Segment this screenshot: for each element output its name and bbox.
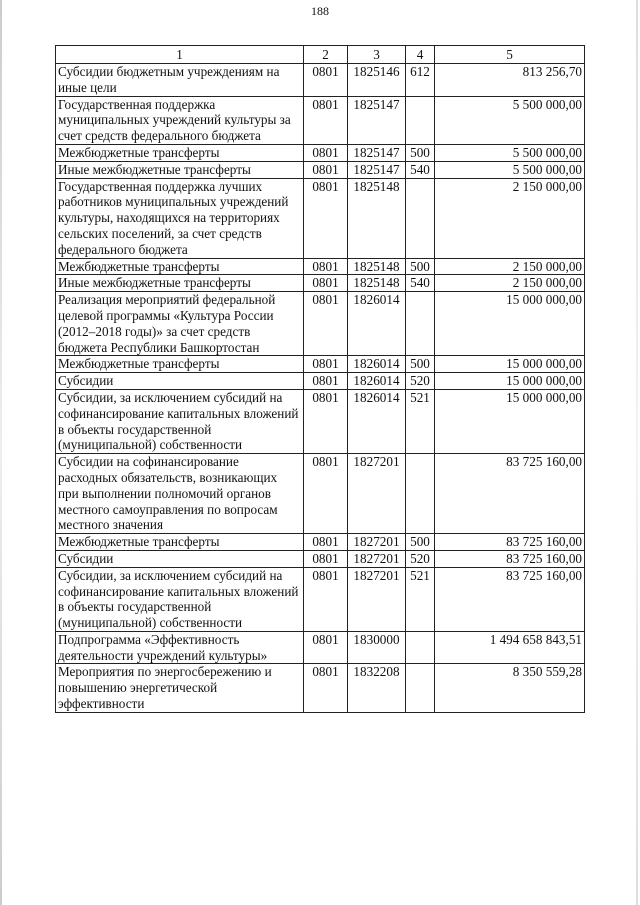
cell-section: 0801 bbox=[304, 664, 348, 712]
table-row bbox=[56, 373, 585, 390]
cell-section: 0801 bbox=[304, 96, 348, 144]
cell-name: Государственная поддержка лучших работников муниципальных учреждений культуры, находящихся на территориях сельских поселений, за счет средств федерального бюджета bbox=[56, 178, 304, 258]
cell-type: 540 bbox=[406, 275, 435, 292]
cell-type: 612 bbox=[406, 64, 435, 97]
cell-section: 0801 bbox=[304, 292, 348, 356]
table-row bbox=[56, 567, 585, 631]
table-row bbox=[56, 550, 585, 567]
cell-sum: 5 500 000,00 bbox=[435, 144, 585, 161]
cell-sum: 8 350 559,28 bbox=[435, 664, 585, 712]
cell-code: 1826014 bbox=[348, 389, 406, 453]
cell-name: Иные межбюджетные трансферты bbox=[56, 161, 304, 178]
cell-section: 0801 bbox=[304, 550, 348, 567]
cell-code: 1827201 bbox=[348, 454, 406, 534]
cell-code: 1830000 bbox=[348, 631, 406, 664]
cell-section: 0801 bbox=[304, 356, 348, 373]
cell-section: 0801 bbox=[304, 258, 348, 275]
cell-code: 1832208 bbox=[348, 664, 406, 712]
cell-section: 0801 bbox=[304, 631, 348, 664]
header-row bbox=[56, 46, 585, 64]
cell-type bbox=[406, 96, 435, 144]
table-row bbox=[56, 144, 585, 161]
table-row bbox=[56, 64, 585, 97]
table-row bbox=[56, 631, 585, 664]
cell-name: Субсидии bbox=[56, 373, 304, 390]
cell-type: 500 bbox=[406, 144, 435, 161]
cell-name: Субсидии bbox=[56, 550, 304, 567]
cell-code: 1825147 bbox=[348, 161, 406, 178]
column-header-type: 4 bbox=[406, 46, 435, 64]
budget-table bbox=[55, 45, 585, 713]
cell-sum: 15 000 000,00 bbox=[435, 373, 585, 390]
table-row bbox=[56, 389, 585, 453]
scan-right-edge bbox=[636, 0, 638, 905]
cell-type: 500 bbox=[406, 356, 435, 373]
table-row bbox=[56, 258, 585, 275]
cell-sum: 15 000 000,00 bbox=[435, 389, 585, 453]
scan-left-edge bbox=[0, 0, 2, 905]
cell-sum: 83 725 160,00 bbox=[435, 534, 585, 551]
cell-name: Межбюджетные трансферты bbox=[56, 144, 304, 161]
cell-type: 500 bbox=[406, 258, 435, 275]
cell-sum: 83 725 160,00 bbox=[435, 550, 585, 567]
table-row bbox=[56, 534, 585, 551]
cell-name: Субсидии, за исключением субсидий на софинансирование капитальных вложений в объекты государственной (муниципальной) собственности bbox=[56, 567, 304, 631]
table-row bbox=[56, 454, 585, 534]
cell-name: Субсидии, за исключением субсидий на софинансирование капитальных вложений в объекты государственной (муниципальной) собственности bbox=[56, 389, 304, 453]
cell-sum: 2 150 000,00 bbox=[435, 258, 585, 275]
cell-sum: 83 725 160,00 bbox=[435, 567, 585, 631]
cell-section: 0801 bbox=[304, 373, 348, 390]
cell-section: 0801 bbox=[304, 567, 348, 631]
column-header-sum: 5 bbox=[435, 46, 585, 64]
cell-type bbox=[406, 454, 435, 534]
cell-name: Межбюджетные трансферты bbox=[56, 258, 304, 275]
cell-code: 1825147 bbox=[348, 96, 406, 144]
cell-sum: 2 150 000,00 bbox=[435, 178, 585, 258]
cell-type: 521 bbox=[406, 389, 435, 453]
cell-name: Субсидии бюджетным учреждениям на иные цели bbox=[56, 64, 304, 97]
cell-sum: 15 000 000,00 bbox=[435, 356, 585, 373]
cell-sum: 813 256,70 bbox=[435, 64, 585, 97]
page-number: 188 bbox=[311, 4, 329, 18]
cell-name: Государственная поддержка муниципальных учреждений культуры за счет средств федерального бюджета bbox=[56, 96, 304, 144]
cell-name: Иные межбюджетные трансферты bbox=[56, 275, 304, 292]
cell-type bbox=[406, 178, 435, 258]
column-header-section: 2 bbox=[304, 46, 348, 64]
cell-sum: 5 500 000,00 bbox=[435, 161, 585, 178]
cell-code: 1825148 bbox=[348, 258, 406, 275]
cell-section: 0801 bbox=[304, 389, 348, 453]
cell-type: 540 bbox=[406, 161, 435, 178]
table-row bbox=[56, 292, 585, 356]
cell-sum: 2 150 000,00 bbox=[435, 275, 585, 292]
column-header-name: 1 bbox=[56, 46, 304, 64]
table-row bbox=[56, 664, 585, 712]
cell-code: 1826014 bbox=[348, 356, 406, 373]
cell-type bbox=[406, 292, 435, 356]
cell-section: 0801 bbox=[304, 454, 348, 534]
cell-code: 1826014 bbox=[348, 292, 406, 356]
cell-type: 520 bbox=[406, 550, 435, 567]
cell-section: 0801 bbox=[304, 534, 348, 551]
cell-sum: 83 725 160,00 bbox=[435, 454, 585, 534]
cell-type: 500 bbox=[406, 534, 435, 551]
cell-type: 521 bbox=[406, 567, 435, 631]
column-header-code: 3 bbox=[348, 46, 406, 64]
cell-section: 0801 bbox=[304, 144, 348, 161]
cell-code: 1827201 bbox=[348, 550, 406, 567]
cell-type bbox=[406, 631, 435, 664]
table-row bbox=[56, 178, 585, 258]
cell-sum: 5 500 000,00 bbox=[435, 96, 585, 144]
cell-code: 1826014 bbox=[348, 373, 406, 390]
cell-code: 1825147 bbox=[348, 144, 406, 161]
cell-name: Мероприятия по энергосбережению и повышению энергетической эффективности bbox=[56, 664, 304, 712]
cell-code: 1825148 bbox=[348, 275, 406, 292]
cell-code: 1827201 bbox=[348, 567, 406, 631]
cell-name: Межбюджетные трансферты bbox=[56, 356, 304, 373]
table-row bbox=[56, 275, 585, 292]
cell-name: Подпрограмма «Эффективность деятельности учреждений культуры» bbox=[56, 631, 304, 664]
cell-type bbox=[406, 664, 435, 712]
cell-section: 0801 bbox=[304, 161, 348, 178]
cell-code: 1827201 bbox=[348, 534, 406, 551]
cell-code: 1825148 bbox=[348, 178, 406, 258]
cell-name: Реализация мероприятий федеральной целевой программы «Культура России (2012–2018 годы)» за счет средств бюджета Республики Башкортостан bbox=[56, 292, 304, 356]
table-row bbox=[56, 96, 585, 144]
table-row bbox=[56, 161, 585, 178]
cell-sum: 15 000 000,00 bbox=[435, 292, 585, 356]
cell-code: 1825146 bbox=[348, 64, 406, 97]
cell-sum: 1 494 658 843,51 bbox=[435, 631, 585, 664]
cell-section: 0801 bbox=[304, 275, 348, 292]
table-row bbox=[56, 356, 585, 373]
cell-name: Субсидии на софинансирование расходных обязательств, возникающих при выполнении полномочий органов местного самоуправления по вопросам местного значения bbox=[56, 454, 304, 534]
cell-section: 0801 bbox=[304, 178, 348, 258]
cell-type: 520 bbox=[406, 373, 435, 390]
cell-name: Межбюджетные трансферты bbox=[56, 534, 304, 551]
cell-section: 0801 bbox=[304, 64, 348, 97]
